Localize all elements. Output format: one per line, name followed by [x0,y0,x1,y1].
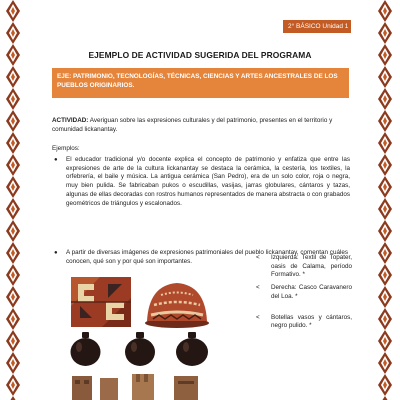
bullet-icon: ● [54,250,58,256]
bullet-text: El educador tradicional y/o docente explica el concepto de patrimonio y enfatiza que entre las expresiones de arte de la cultura lickanantay se destaca la cerámica, la cestería, los textiles, la orfebrería, el baile y música. La antigua cerámica (San Pedro), era de un solo color, roja o negra, muy bien pulida. Se fabricaban pukos o escudillas, vasijas, jarras globulares, cántaros y tazas, algunas de ellas decoradas con rostros humanos representados de manera abstracta o con grabados geométricos de triángulos y escalonados. [66,156,350,207]
axis-banner: EJE: PATRIMONIO, TECNOLOGÍAS, TÉCNICAS, CIENCIAS Y ARTES ANCESTRALES DE LOS PUEBLOS ORIGINARIOS. [52,68,349,98]
grade-unit-badge: 2° BÁSICO Unidad 1 [283,20,351,33]
bullet-text: A partir de diversas imágenes de expresiones patrimoniales del pueblo lickanantay, comentan cuáles conocen, qué son y por qué son importantes. [66,249,348,265]
caravan-helmet-photo [141,279,213,329]
example-bullet-1 [54,156,350,208]
caption-text: Derecha: Casco Caravanero del Loa. * [271,284,352,300]
bullet-icon: ● [54,157,58,163]
topater-textile-photo [70,276,132,328]
caption-text: Izquierda: Textil de Topater, oasis de Calama, período Formativo. * [271,254,352,279]
activity-label: ACTIVIDAD: [52,117,89,124]
examples-label: Ejemplos: [52,145,80,152]
left-decorative-border [6,0,20,400]
chevron-left-icon: < [256,313,260,321]
chevron-left-icon: < [256,284,260,292]
caption-text: Botellas vasos y cántaros, negro pulido. * [271,313,352,330]
activity-paragraph [52,116,352,134]
right-decorative-border [378,0,392,400]
black-vessels-photo [66,330,216,368]
activity-text: Averiguan sobre las expresiones culturales y del patrimonio, presentes en el territorio y comunidad lickanantay. [52,117,333,133]
page-title: EJEMPLO DE ACTIVIDAD SUGERIDA DEL PROGRAMA [88,50,312,60]
chevron-left-icon: < [256,254,260,261]
image-captions [256,254,352,331]
caption-item [256,314,352,331]
caption-item [256,284,352,301]
caption-item [256,254,352,280]
carved-figures-photo [66,372,216,400]
